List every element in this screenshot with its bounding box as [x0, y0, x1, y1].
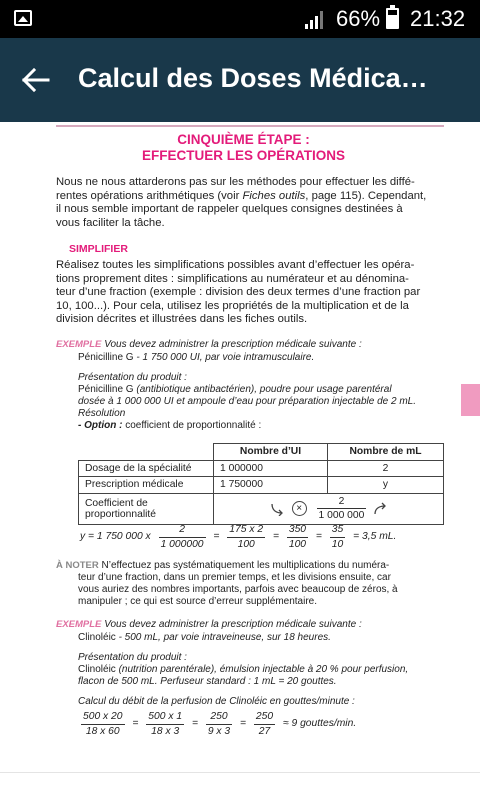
example-1-intro — [56, 339, 456, 351]
side-tab[interactable] — [461, 384, 480, 416]
table-cell: 1 000000 — [214, 460, 328, 477]
table-cell: y — [328, 477, 444, 494]
equals-sign: = — [240, 718, 247, 730]
denominator: 27 — [258, 725, 271, 737]
text-span: , page 115). Cependant, — [305, 189, 427, 202]
table-row — [79, 460, 444, 477]
divider — [56, 125, 444, 127]
text-span: Pénicilline G — [78, 384, 134, 395]
simplifier-paragraph — [56, 259, 456, 327]
text-line — [78, 664, 458, 676]
text-line: Présentation du produit : — [78, 372, 187, 383]
fraction — [81, 710, 125, 738]
text-line: teur d’une fraction (exemple : division des deux termes d’une fraction par — [56, 286, 421, 299]
app-title: Calcul des Doses Médica… — [78, 63, 428, 93]
numerator: 35 — [330, 523, 345, 538]
table-row — [79, 493, 444, 524]
text-span: N’effectuez pas systématiquement les multiplications du numéra- — [101, 560, 390, 571]
equation-1 — [78, 523, 468, 551]
table-row — [79, 444, 444, 461]
text-span: (nutrition parentérale), émulsion injectable à 20 % pour perfusion, — [115, 664, 409, 675]
section-heading: SIMPLIFIER — [69, 243, 128, 255]
denominator: 100 — [237, 538, 255, 550]
denominator: 1 000 000 — [318, 510, 365, 522]
text-line: vous auriez des nombres importants, parfois avec beaucoup de zéros, à — [78, 584, 398, 595]
denominator: 10 — [331, 538, 344, 550]
note-label: À NOTER — [56, 560, 99, 571]
table-cell — [79, 493, 214, 524]
fraction — [146, 710, 184, 738]
text-span: - 1 750 000 UI, par voie intramusculaire. — [133, 352, 315, 363]
numerator: 250 — [254, 710, 275, 725]
numerator: 175 x 2 — [227, 523, 265, 538]
fraction — [287, 523, 308, 551]
text-line: dosée à 1 000 000 UI et ampoule d’eau pour préparation injectable de 2 mL. — [78, 396, 417, 407]
fraction — [254, 710, 275, 738]
table-cell: Prescription médicale — [79, 477, 214, 494]
text-line — [56, 190, 456, 204]
text-line — [78, 384, 458, 396]
fraction — [159, 523, 206, 551]
text-line: il nous semble important de rappeler quelques consignes destinées à — [56, 203, 403, 216]
table-header: Nombre de mL — [328, 444, 444, 461]
example-1-drug — [78, 352, 458, 364]
equals-sign: = — [213, 531, 220, 543]
coefficient-cell — [214, 493, 444, 524]
equation-result: ≈ 9 gouttes/min. — [282, 718, 357, 730]
fraction — [206, 710, 232, 738]
text-line: Résolution — [78, 408, 126, 419]
text-span: Pénicilline G — [78, 352, 134, 363]
table-cell: 2 — [328, 460, 444, 477]
numerator: 2 — [317, 495, 367, 510]
denominator: 100 — [288, 538, 307, 550]
coefficient-fraction — [317, 495, 367, 523]
text-line: manipuler ; ce qui est source d’erreur supplémentaire. — [78, 596, 318, 607]
text-span: Vous devez administrer la prescription médicale suivante : — [104, 339, 362, 350]
fraction — [330, 523, 345, 551]
page-heading — [56, 132, 431, 164]
equals-sign: = — [132, 718, 139, 730]
table-row — [79, 477, 444, 494]
example-label: EXEMPLE — [56, 339, 102, 350]
table-header: Nombre d’UI — [214, 444, 328, 461]
curved-arrow-right-icon — [372, 502, 388, 516]
text-line: Coefficient de — [85, 497, 148, 509]
app-bar — [0, 38, 480, 122]
text-span: coefficient de proportionnalité : — [122, 420, 262, 431]
text-line: vous faciliter la tâche. — [56, 216, 165, 229]
text-span: Vous devez administrer la prescription médicale suivante : — [104, 619, 362, 630]
equals-sign: = — [272, 531, 279, 543]
proportion-table — [78, 443, 444, 525]
text-line: 10, 100...). Pour cela, utilisez les propriétés de la multiplication et de la — [56, 299, 409, 312]
battery-percentage: 66% — [336, 6, 381, 31]
text-line — [78, 420, 458, 432]
intro-paragraph — [56, 176, 456, 230]
back-button[interactable] — [14, 60, 58, 100]
text-span: - 500 mL, par voie intraveineuse, sur 18 heures. — [115, 632, 331, 643]
text-line: Nous ne nous attarderons pas sur les méthodes pour effectuer les diffé- — [56, 176, 415, 188]
text-span: - Option : — [78, 420, 123, 431]
signal-icon — [304, 9, 326, 29]
image-icon — [14, 10, 32, 26]
equation-result: = 3,5 mL. — [353, 531, 397, 543]
example-1-presentation — [78, 372, 458, 432]
numerator: 2 — [159, 523, 206, 538]
text-span: Fiches outils — [242, 189, 306, 202]
heading-line-2: EFFECTUER LES OPÉRATIONS — [141, 148, 345, 163]
text-line: Présentation du produit : — [78, 652, 187, 663]
text-line: teur d’une fraction, dans un premier temps, et les divisions ensuite, car — [78, 572, 391, 583]
example-2-intro — [56, 619, 456, 631]
equals-sign: = — [191, 718, 198, 730]
denominator: 18 x 3 — [151, 725, 180, 737]
example-2-drug — [78, 632, 458, 644]
curved-arrow-left-icon — [269, 502, 285, 516]
page-bottom-divider — [0, 772, 480, 773]
text-line — [56, 560, 456, 572]
text-line: tions proprement dites : simplifications au numérateur et au dénomina- — [56, 272, 409, 285]
clock: 21:32 — [410, 6, 466, 31]
example-2-calc-title: Calcul du débit de la perfusion de Clinoléic en gouttes/minute : — [78, 696, 355, 707]
equation-2 — [78, 710, 468, 738]
status-bar — [0, 0, 480, 38]
heading-line-1: CINQUIÈME ÉTAPE : — [177, 132, 310, 147]
numerator: 500 x 1 — [146, 710, 184, 725]
text-span: Clinoléic — [78, 664, 116, 675]
denominator: 1 000000 — [160, 538, 204, 550]
example-label: EXEMPLE — [56, 619, 102, 630]
fraction — [227, 523, 265, 551]
denominator: 9 x 3 — [207, 725, 231, 737]
page-content[interactable] — [0, 122, 480, 800]
text-line: division décrites et illustrées dans les fiches outils. — [56, 313, 308, 326]
table-cell: 1 750000 — [214, 477, 328, 494]
numerator: 250 — [206, 710, 232, 725]
numerator: 350 — [287, 523, 308, 538]
text-line: Réalisez toutes les simplifications possibles avant d’effectuer les opéra- — [56, 259, 415, 271]
arrow-left-icon — [14, 60, 58, 100]
battery-icon — [386, 8, 399, 29]
equals-sign: = — [315, 531, 322, 543]
note-block — [56, 560, 456, 608]
denominator: 18 x 60 — [85, 725, 120, 737]
text-line: flacon de 500 mL. Perfuseur standard : 1 mL = 20 gouttes. — [78, 676, 337, 687]
example-2-presentation — [78, 652, 458, 688]
text-span: rentes opérations arithmétiques (voir — [56, 189, 243, 202]
table-cell — [79, 444, 214, 461]
table-cell: Dosage de la spécialité — [79, 460, 214, 477]
text-line: proportionnalité — [85, 508, 156, 520]
text-span: (antibiotique antibactérien), poudre pour usage parentéral — [133, 384, 392, 395]
text-span: Clinoléic — [78, 632, 116, 643]
multiply-circle-icon: × — [292, 501, 307, 516]
equation-lhs: y = 1 750 000 x — [80, 531, 151, 543]
numerator: 500 x 20 — [81, 710, 125, 725]
